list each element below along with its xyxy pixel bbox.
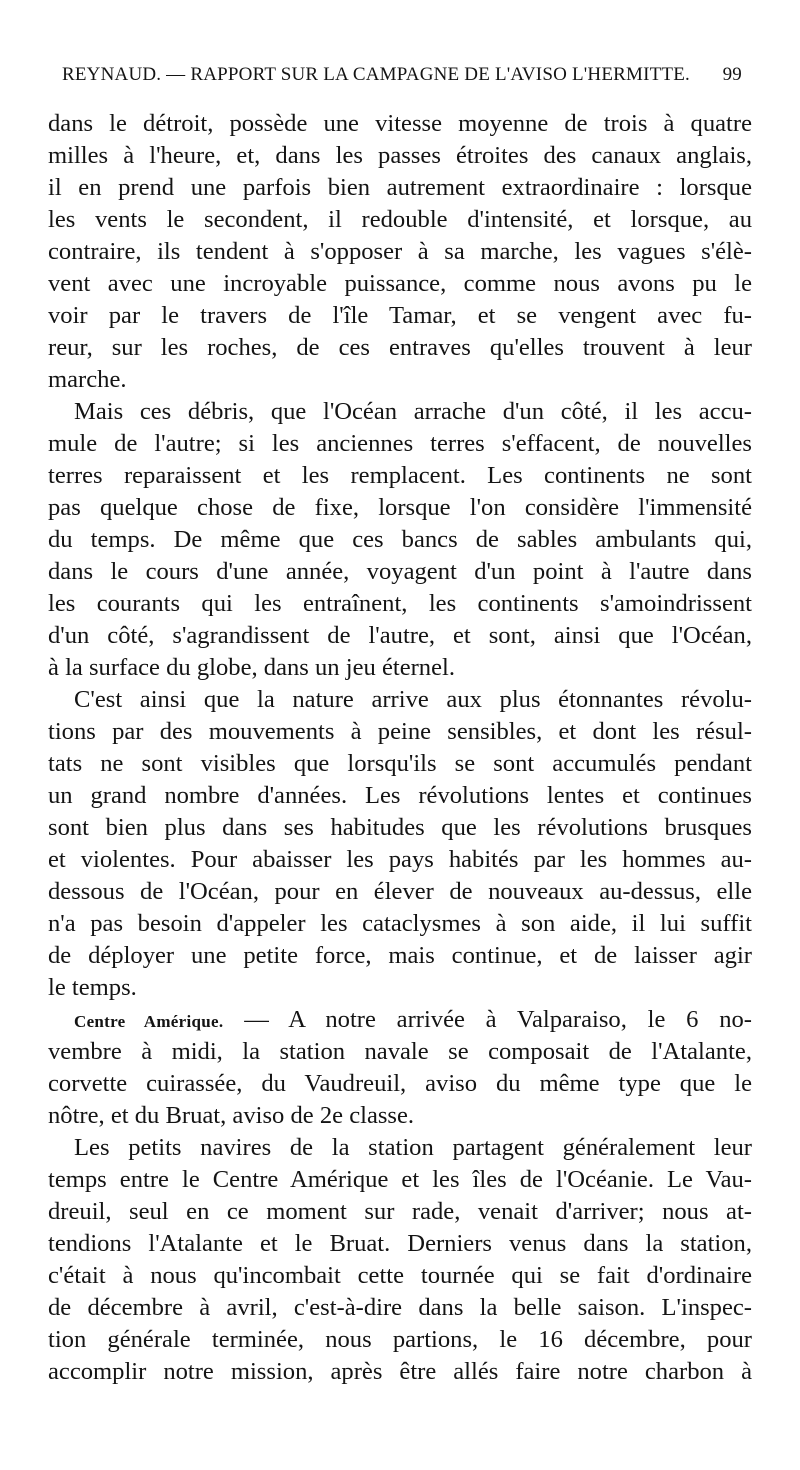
- text-fragment: — A notre arrivée à Valparaiso, le 6 no-: [244, 1006, 752, 1033]
- text-line: milles à l'heure, et, dans les passes étroites des canaux anglais,: [48, 142, 752, 169]
- text-line: dreuil, seul en ce moment sur rade, venait d'arriver; nous at-: [48, 1198, 752, 1225]
- text-line: les courants qui les entraînent, les continents s'amoindrissent: [48, 590, 752, 617]
- text-line: les vents le secondent, il redouble d'intensité, et lorsque, au: [48, 206, 752, 233]
- text-line: temps entre le Centre Amérique et les îles de l'Océanie. Le Vau-: [48, 1166, 752, 1193]
- text-line: et violentes. Pour abaisser les pays habités par les hommes au-: [48, 846, 752, 873]
- text-line: c'était à nous qu'incombait cette tournée qui se fait d'ordinaire: [48, 1262, 752, 1289]
- text-line: nôtre, et du Bruat, aviso de 2e classe.: [48, 1102, 415, 1129]
- text-line: marche.: [48, 366, 127, 393]
- text-line: corvette cuirassée, du Vaudreuil, aviso du même type que le: [48, 1070, 752, 1097]
- text-line: terres reparaissent et les remplacent. Les continents ne sont: [48, 462, 752, 489]
- text-line: un grand nombre d'années. Les révolutions lentes et continues: [48, 782, 752, 809]
- text-line: du temps. De même que ces bancs de sables ambulants qui,: [48, 526, 752, 553]
- text-line: tendions l'Atalante et le Bruat. Derniers venus dans la station,: [48, 1230, 752, 1257]
- text-line: vembre à midi, la station navale se composait de l'Atalante,: [48, 1038, 752, 1065]
- text-line: tions par des mouvements à peine sensibles, et dont les résul-: [48, 718, 752, 745]
- text-line: Mais ces débris, que l'Océan arrache d'un côté, il les accu-: [74, 398, 752, 425]
- running-title: REYNAUD. — RAPPORT SUR LA CAMPAGNE DE L'AVISO L'HERMITTE.: [62, 64, 690, 85]
- text-line: de déployer une petite force, mais continue, et de laisser agir: [48, 942, 752, 969]
- text-line: à la surface du globe, dans un jeu éternel.: [48, 654, 455, 681]
- text-line: Les petits navires de la station partagent généralement leur: [74, 1134, 752, 1161]
- section-heading: Centre Amérique.: [74, 1012, 224, 1031]
- text-line: de décembre à avril, c'est-à-dire dans la belle saison. L'inspec-: [48, 1294, 752, 1321]
- text-line: contraire, ils tendent à s'opposer à sa marche, les vagues s'élè-: [48, 238, 752, 265]
- text-line: dans le cours d'une année, voyagent d'un point à l'autre dans: [48, 558, 752, 585]
- text-line: pas quelque chose de fixe, lorsque l'on considère l'immensité: [48, 494, 752, 521]
- text-line: mule de l'autre; si les anciennes terres s'effacent, de nouvelles: [48, 430, 752, 457]
- section-line: [48, 1004, 752, 1036]
- text-line: dans le détroit, possède une vitesse moyenne de trois à quatre: [48, 110, 752, 137]
- text-line: d'un côté, s'agrandissent de l'autre, et sont, ainsi que l'Océan,: [48, 622, 752, 649]
- body-text: [48, 108, 752, 1388]
- text-line: accomplir notre mission, après être allés faire notre charbon à: [48, 1358, 752, 1385]
- text-line: tats ne sont visibles que lorsqu'ils se sont accumulés pendant: [48, 750, 752, 777]
- text-line: dessous de l'Océan, pour en élever de nouveaux au-dessus, elle: [48, 878, 752, 905]
- text-line: tion générale terminée, nous partions, le 16 décembre, pour: [48, 1326, 752, 1353]
- text-line: C'est ainsi que la nature arrive aux plus étonnantes révolu-: [74, 686, 752, 713]
- text-line: il en prend une parfois bien autrement extraordinaire : lorsque: [48, 174, 752, 201]
- running-header: [62, 64, 742, 86]
- text-line: sont bien plus dans ses habitudes que les révolutions brusques: [48, 814, 752, 841]
- text-line: n'a pas besoin d'appeler les cataclysmes à son aide, il lui suffit: [48, 910, 752, 937]
- text-line: reur, sur les roches, de ces entraves qu'elles trouvent à leur: [48, 334, 752, 361]
- text-line: vent avec une incroyable puissance, comme nous avons pu le: [48, 270, 752, 297]
- page-number: 99: [722, 64, 742, 85]
- text-line: le temps.: [48, 974, 137, 1001]
- text-line: voir par le travers de l'île Tamar, et se vengent avec fu-: [48, 302, 752, 329]
